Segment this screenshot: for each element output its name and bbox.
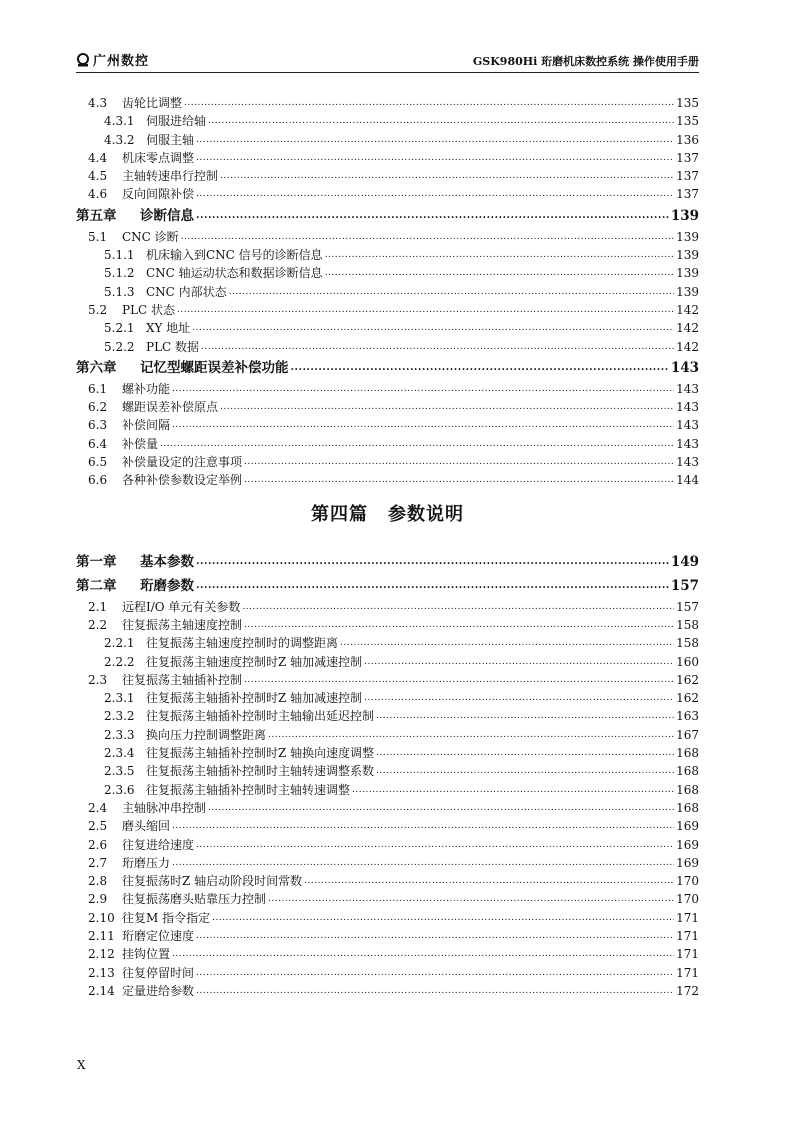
- toc-entry-title: PLC 状态: [122, 302, 176, 317]
- toc-entry-page: 171: [676, 910, 699, 925]
- toc-entry-title: 往复振荡主轴速度控制时的调整距离: [146, 636, 339, 651]
- toc-dot-leader: [172, 852, 674, 872]
- toc-dot-leader: [268, 888, 674, 908]
- toc-entry-page: 137: [676, 169, 699, 184]
- toc-entry-page: 168: [676, 782, 699, 797]
- toc-chapter-entry[interactable]: [76, 356, 699, 380]
- toc-entry-title: 伺服进给轴: [146, 114, 207, 129]
- toc-entry-number: 2.12: [88, 947, 115, 962]
- toc-entry-page: 171: [676, 947, 699, 962]
- toc-dot-leader: [220, 396, 674, 416]
- company-logo: [76, 50, 149, 69]
- toc-entry-title: 往复停留时间: [122, 965, 195, 980]
- toc-entry-number: 2.2.1: [104, 636, 135, 651]
- toc-entry-number: 2.6: [88, 837, 108, 852]
- toc-entry-title: CNC 诊断: [122, 229, 179, 244]
- toc-entry-page: 137: [676, 150, 699, 165]
- toc-entry-page: 139: [670, 207, 699, 224]
- toc-entry-title: 机床输入到CNC 信号的诊断信息: [146, 248, 323, 263]
- toc-entry-number: 5.1.1: [104, 248, 135, 263]
- toc-entry-title: 诊断信息: [140, 207, 194, 224]
- toc-entry-title: 伺服主轴: [146, 132, 195, 147]
- toc-entry-page: 142: [676, 321, 699, 336]
- toc-entry-page: 168: [676, 800, 699, 815]
- toc-entry-number: 4.3.1: [104, 114, 135, 129]
- toc-entry-number: 6.1: [88, 381, 108, 396]
- page-number: X: [77, 1058, 86, 1072]
- toc-entry-number: 5.2.1: [104, 321, 135, 336]
- toc-entry-number: 2.10: [88, 910, 115, 925]
- toc-entry-title: 往复振荡主轴插补控制: [122, 672, 243, 687]
- toc-chapter-entry[interactable]: [76, 574, 699, 598]
- toc-entry-page: 139: [676, 266, 699, 281]
- toc-entry-number: 2.13: [88, 965, 115, 980]
- toc-entry-title: 往复振荡主轴速度控制: [122, 617, 243, 632]
- toc-entry-title: 各种补偿参数设定举例: [122, 473, 243, 488]
- toc-dot-leader: [196, 147, 674, 167]
- toc-entry-title: 定量进给参数: [122, 983, 195, 998]
- toc-dot-leader: [220, 165, 674, 185]
- toc-entry-number: 第五章: [76, 207, 117, 224]
- toc-entry-number: 第二章: [76, 577, 117, 594]
- toc-dot-leader: [196, 183, 674, 203]
- toc-dot-leader: [364, 651, 674, 671]
- toc-dot-leader: [208, 110, 674, 130]
- toc-entry-page: 170: [676, 892, 699, 907]
- toc-entry-number: 2.3.6: [104, 782, 135, 797]
- toc-dot-leader: [196, 202, 669, 228]
- logo-text: 广州数控: [93, 54, 150, 69]
- toc-entry-page: 169: [676, 855, 699, 870]
- toc-dot-leader: [352, 779, 674, 799]
- toc-entry-number: 2.3.1: [104, 691, 135, 706]
- toc-entry-title: 齿轮比调整: [122, 96, 183, 110]
- toc-dot-leader: [196, 962, 674, 982]
- toc-entry-title: 往复进给速度: [122, 837, 195, 852]
- toc-entry-title: 反向间隙补偿: [122, 187, 195, 202]
- toc-dot-leader: [268, 724, 674, 744]
- toc-entry-title: 机床零点调整: [122, 150, 195, 165]
- toc-entry-title: 往复振荡主轴速度控制时Z 轴加减速控制: [146, 654, 363, 669]
- toc-dot-leader: [192, 317, 674, 337]
- toc-entry-page: 162: [676, 691, 699, 706]
- toc-dot-leader: [196, 572, 669, 598]
- toc-entry-title: 记忆型螺距误差补偿功能: [140, 359, 289, 376]
- toc-entry-number: 2.11: [88, 928, 115, 943]
- toc-entry-number: 2.1: [88, 599, 108, 614]
- toc-entry-number: 4.6: [88, 187, 108, 202]
- toc-dot-leader: [196, 129, 674, 149]
- toc-entry-title: 螺距误差补偿原点: [122, 400, 219, 415]
- toc-entry-page: 168: [676, 764, 699, 779]
- toc-entry-number: 5.2: [88, 302, 108, 317]
- toc-dot-leader: [172, 378, 674, 398]
- toc-entry-page: 143: [676, 418, 699, 433]
- toc-entry-page: 160: [676, 654, 699, 669]
- toc-entry-number: 2.7: [88, 855, 108, 870]
- toc-entry-title: 往复振荡主轴插补控制时主轴输出延迟控制: [146, 709, 375, 724]
- toc-dot-leader: [196, 548, 669, 574]
- toc-entry-page: 143: [676, 400, 699, 415]
- toc-entry-number: 4.3.2: [104, 132, 135, 147]
- toc-entry-page: 135: [676, 114, 699, 129]
- toc-entry-page: 139: [676, 229, 699, 244]
- toc-entry-page: 158: [676, 636, 699, 651]
- toc-entry-page: 167: [676, 727, 699, 742]
- toc-entry-number: 6.3: [88, 418, 108, 433]
- toc-entry-page: 142: [676, 339, 699, 354]
- toc-entry-page: 139: [676, 248, 699, 263]
- toc-entry-title: 往复振荡时Z 轴启动阶段时间常数: [122, 874, 303, 889]
- toc-dot-leader: [376, 705, 674, 725]
- toc-entry-title: 往复振荡主轴插补控制时Z 轴加减速控制: [146, 691, 363, 706]
- toc-entry-title: 主轴转速串行控制: [122, 169, 219, 184]
- toc-entry-number: 2.14: [88, 983, 115, 998]
- toc-entry-page: 143: [676, 455, 699, 470]
- toc-dot-leader: [364, 687, 674, 707]
- toc-entry-title: 换向压力控制调整距离: [146, 727, 267, 742]
- toc-entry-page: 136: [676, 132, 699, 147]
- toc-entry-title: 往复振荡磨头贴靠压力控制: [122, 892, 267, 907]
- toc-entry-title: 补偿量: [122, 436, 159, 451]
- toc-entry-number: 4.5: [88, 169, 108, 184]
- toc-dot-leader: [244, 451, 674, 471]
- toc-entry-page: 157: [670, 577, 699, 594]
- toc-entry-number: 5.1.3: [104, 284, 135, 299]
- toc-entry-title: 主轴脉冲串控制: [122, 800, 207, 815]
- toc-entry-title: 往复M 指令指定: [122, 910, 211, 925]
- toc-entry-page: 142: [676, 302, 699, 317]
- toc-entry-number: 2.2.2: [104, 654, 135, 669]
- toc-entry-title: XY 地址: [146, 321, 191, 336]
- toc-dot-leader: [196, 980, 674, 1000]
- toc-entry-number: 4.3: [88, 96, 108, 110]
- toc-dot-leader: [242, 596, 674, 616]
- toc-entry-title: 磨头缩回: [122, 819, 171, 834]
- page-header: [76, 50, 699, 73]
- toc-entry-number: 6.5: [88, 455, 108, 470]
- toc-entry-number: 2.3.3: [104, 727, 135, 742]
- toc-entry-page: 137: [676, 187, 699, 202]
- toc-entry-title: 补偿量设定的注意事项: [122, 455, 243, 470]
- toc-chapter-entry[interactable]: [76, 550, 699, 574]
- part-number: 第四篇: [311, 503, 368, 525]
- toc-dot-leader: [172, 943, 674, 963]
- toc-entry-number: 2.3.4: [104, 746, 135, 761]
- toc-entry-page: 171: [676, 965, 699, 980]
- toc-entry-title: 往复振荡主轴插补控制时Z 轴换向速度调整: [146, 746, 375, 761]
- toc-dot-leader: [196, 834, 674, 854]
- toc-entry-number: 5.1.2: [104, 266, 135, 281]
- toc-entry-page: 143: [676, 436, 699, 451]
- toc-entry-page: 170: [676, 874, 699, 889]
- toc-dot-leader: [244, 469, 674, 489]
- toc-dot-leader: [376, 742, 674, 762]
- toc-entry-number: 2.2: [88, 617, 108, 632]
- toc-entry-title: 往复振荡主轴插补控制时主轴转速调整: [146, 782, 351, 797]
- toc-entry-page: 143: [676, 381, 699, 396]
- toc-dot-leader: [291, 354, 669, 380]
- gsk-logo-icon: [76, 53, 90, 67]
- toc-entry-title: 珩磨压力: [122, 855, 171, 870]
- toc-entry-page: 157: [676, 599, 699, 614]
- toc-dot-leader: [208, 797, 674, 817]
- part-title: 参数说明: [388, 503, 464, 525]
- toc-entry-title: 挂钩位置: [122, 947, 171, 962]
- toc-entry-number: 5.2.2: [104, 339, 135, 354]
- toc-entry-number: 6.2: [88, 400, 108, 415]
- toc-entry-number: 4.4: [88, 150, 108, 165]
- toc-dot-leader: [184, 92, 674, 112]
- toc-entry-title: 补偿间隔: [122, 418, 171, 433]
- toc-entry-page: 168: [676, 746, 699, 761]
- toc-entry[interactable]: [76, 471, 699, 489]
- toc-dot-leader: [181, 226, 674, 246]
- toc-entry-page: 149: [670, 553, 699, 570]
- toc-entry-title: 远程I/O 单元有关参数: [122, 599, 241, 614]
- toc-entry-title: 基本参数: [140, 553, 194, 570]
- toc-entry-page: 135: [676, 96, 699, 110]
- toc-dot-leader: [212, 907, 674, 927]
- toc-dot-leader: [376, 760, 674, 780]
- toc-entry-number: 2.9: [88, 892, 108, 907]
- toc-entry-title: 螺补功能: [122, 381, 171, 396]
- toc-dot-leader: [325, 262, 674, 282]
- manual-title: GSK980Hi 珩磨机床数控系统 操作使用手册: [472, 55, 699, 68]
- toc-entry-page: 172: [676, 983, 699, 998]
- toc-entry-page: 162: [676, 672, 699, 687]
- toc-dot-leader: [244, 669, 674, 689]
- toc-entry-number: 第六章: [76, 359, 117, 376]
- toc-entry-page: 143: [670, 359, 699, 376]
- toc-entry-number: 2.5: [88, 819, 108, 834]
- toc-dot-leader: [172, 414, 674, 434]
- toc-entry-number: 5.1: [88, 229, 108, 244]
- toc-entry-number: 第一章: [76, 553, 117, 570]
- toc-entry-page: 158: [676, 617, 699, 632]
- table-of-contents: [76, 94, 699, 1000]
- toc-entry-number: 2.3.2: [104, 709, 135, 724]
- toc-entry[interactable]: [76, 982, 699, 1000]
- toc-dot-leader: [160, 433, 674, 453]
- toc-entry-number: 2.3.5: [104, 764, 135, 779]
- toc-entry-number: 2.3: [88, 672, 108, 687]
- toc-entry-page: 139: [676, 284, 699, 299]
- toc-dot-leader: [177, 299, 674, 319]
- toc-dot-leader: [229, 281, 674, 301]
- toc-entry-title: 往复振荡主轴插补控制时主轴转速调整系数: [146, 764, 375, 779]
- toc-dot-leader: [172, 815, 674, 835]
- toc-dot-leader: [244, 614, 674, 634]
- toc-entry-title: 珩磨定位速度: [122, 928, 195, 943]
- toc-entry-number: 2.8: [88, 874, 108, 889]
- toc-dot-leader: [196, 925, 674, 945]
- toc-entry-page: 163: [676, 709, 699, 724]
- toc-entry-page: 169: [676, 819, 699, 834]
- toc-entry-title: CNC 轴运动状态和数据诊断信息: [146, 266, 323, 281]
- toc-entry-page: 169: [676, 837, 699, 852]
- toc-entry-title: 珩磨参数: [140, 577, 194, 594]
- toc-entry-number: 6.4: [88, 436, 108, 451]
- toc-dot-leader: [325, 244, 674, 264]
- toc-entry-page: 171: [676, 928, 699, 943]
- toc-entry-title: CNC 内部状态: [146, 284, 227, 299]
- toc-dot-leader: [201, 336, 674, 356]
- toc-dot-leader: [340, 632, 674, 652]
- toc-chapter-entry[interactable]: [76, 204, 699, 228]
- toc-entry-page: 144: [676, 473, 699, 488]
- toc-entry-number: 6.6: [88, 473, 108, 488]
- toc-entry-title: PLC 数据: [146, 339, 200, 354]
- part-heading: [76, 497, 699, 533]
- toc-entry-number: 2.4: [88, 800, 108, 815]
- toc-dot-leader: [304, 870, 674, 890]
